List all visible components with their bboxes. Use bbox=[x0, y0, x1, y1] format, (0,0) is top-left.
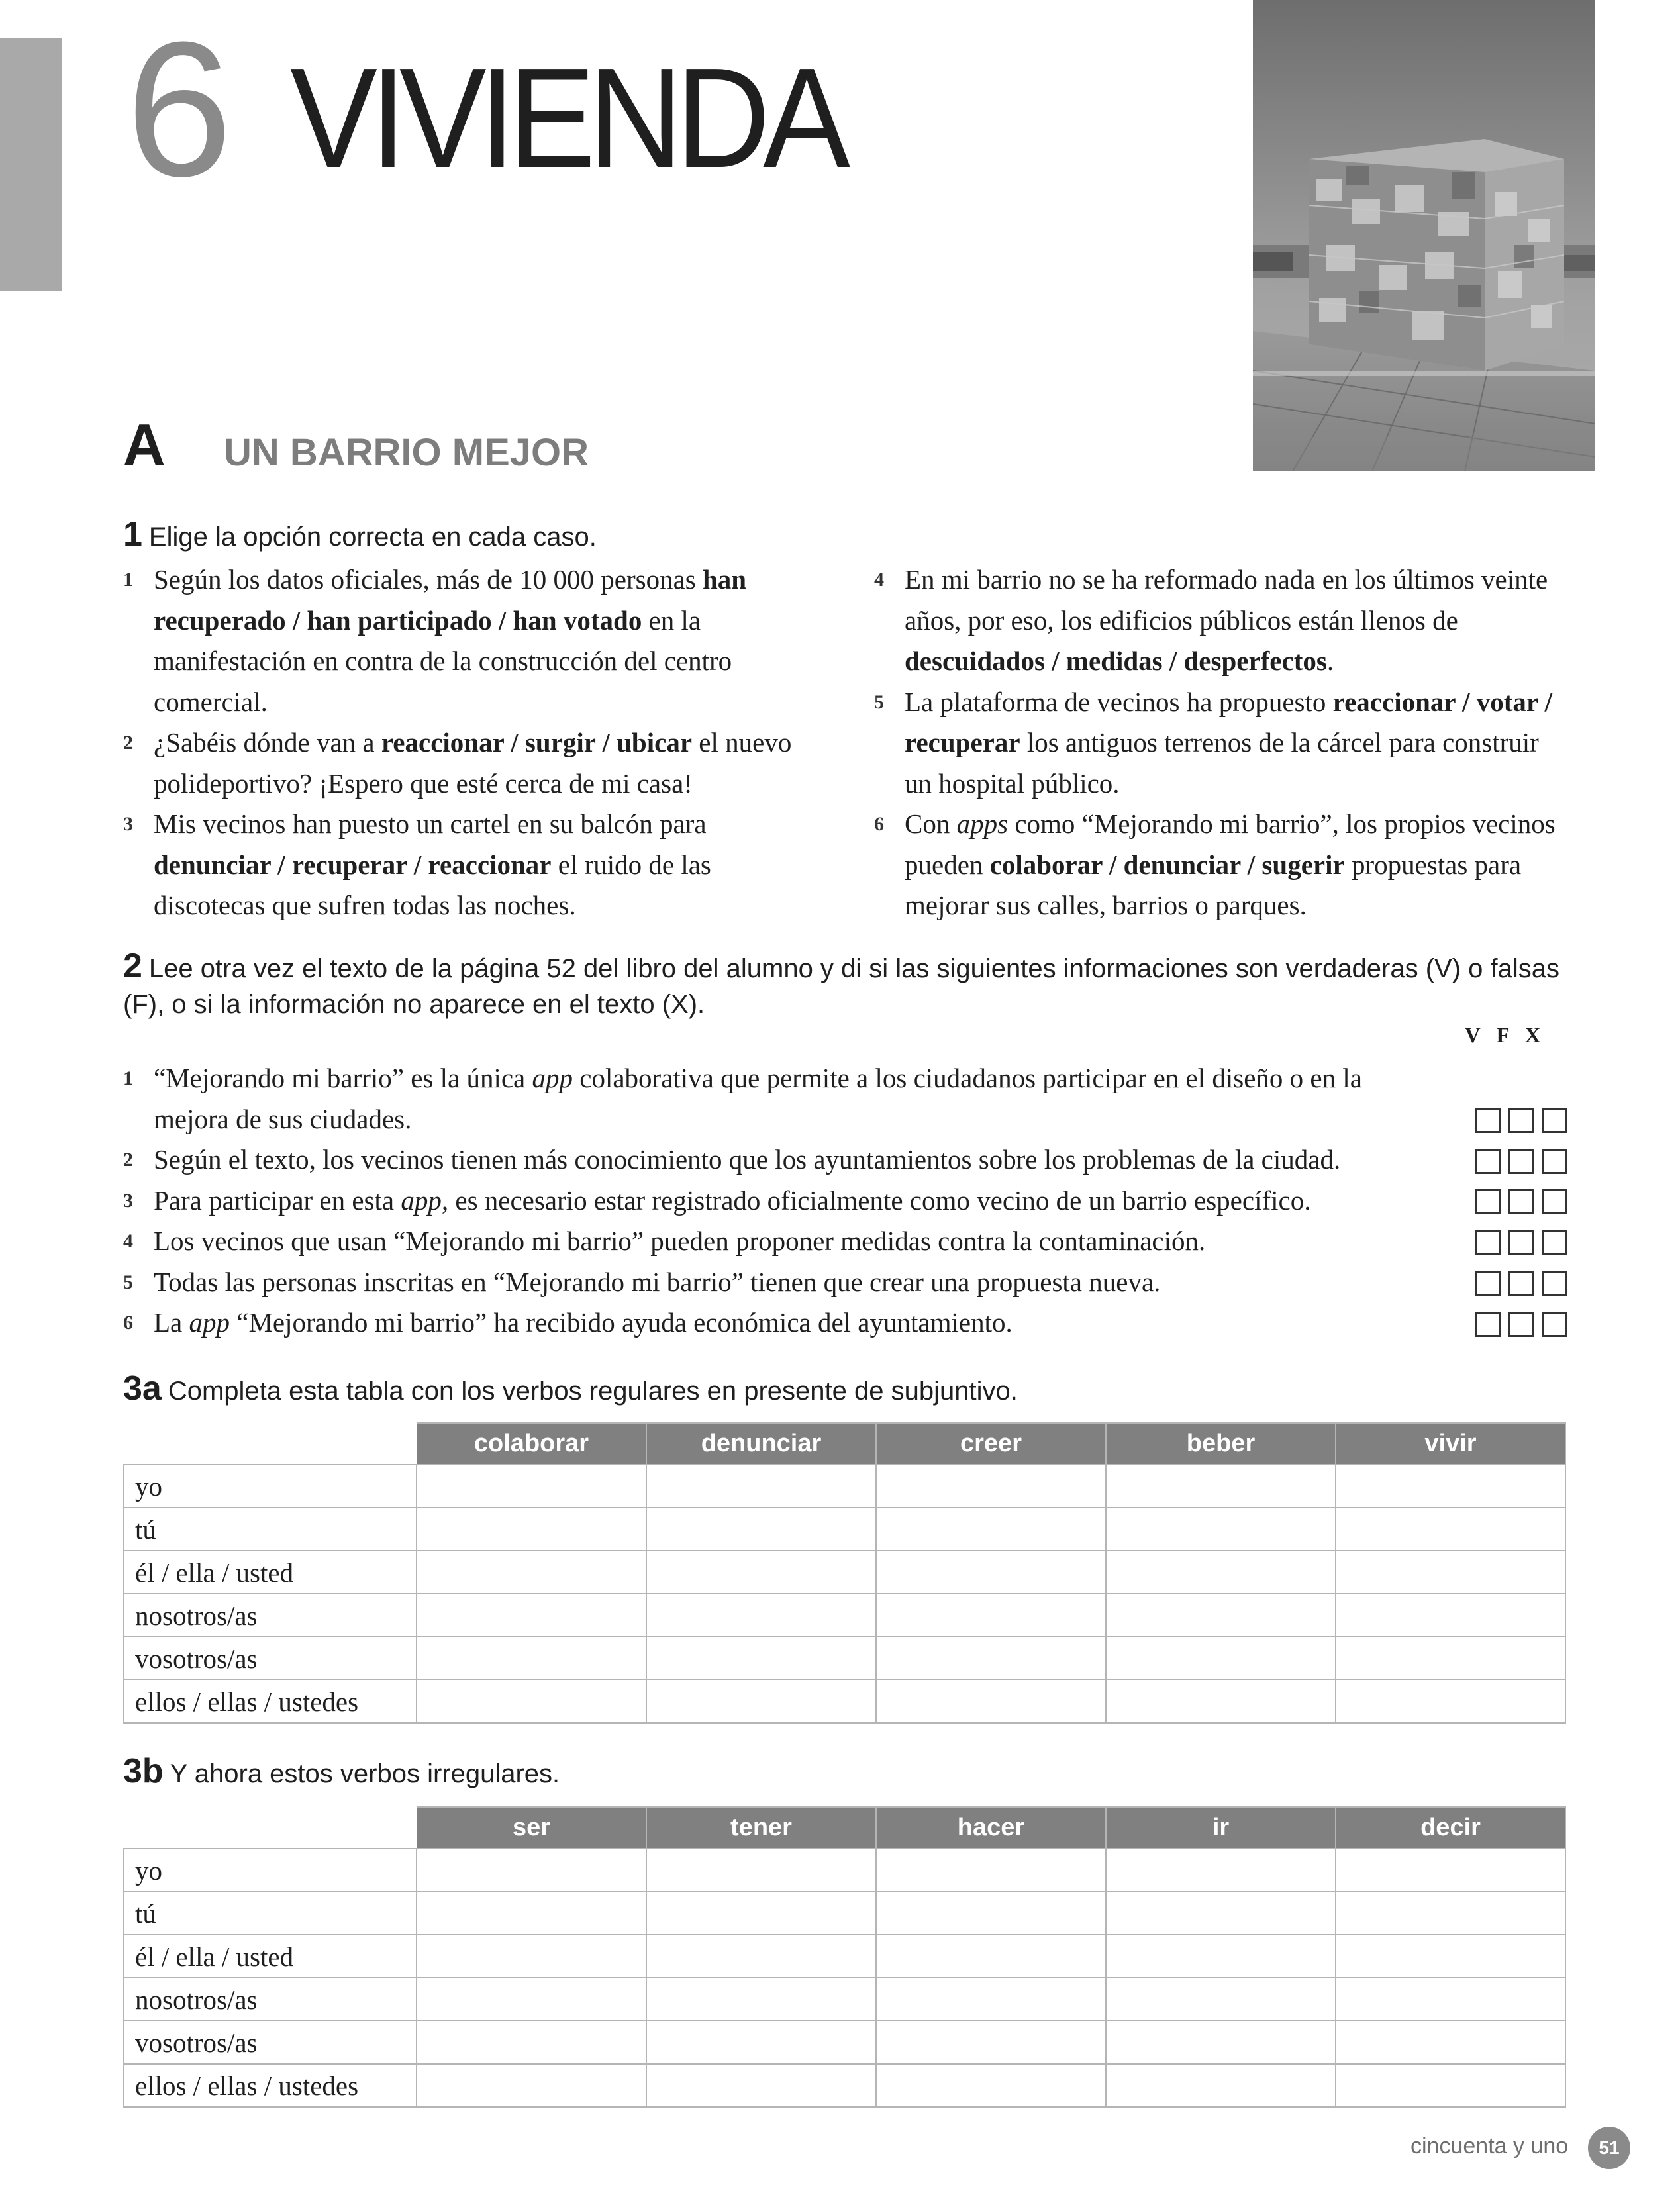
answer-cell[interactable] bbox=[1106, 1849, 1336, 1892]
exercise-number: 1 bbox=[123, 515, 142, 554]
list-item: 5 La plataforma de vecinos ha propuesto reaccionar / votar / recuperar los antiguos terrenos de la cárcel para construir un hospital público. bbox=[874, 686, 1552, 799]
checkbox-f[interactable] bbox=[1508, 1189, 1534, 1214]
answer-cell[interactable] bbox=[417, 1892, 646, 1935]
table-row bbox=[124, 1465, 1565, 1508]
table-row bbox=[124, 1551, 1565, 1594]
answer-cell[interactable] bbox=[1336, 1637, 1565, 1680]
answer-cell[interactable] bbox=[1106, 1465, 1336, 1508]
answer-cell[interactable] bbox=[1106, 1892, 1336, 1935]
column-header: colaborar bbox=[417, 1423, 646, 1465]
vfx-column-headers: V F X bbox=[1465, 1024, 1541, 1047]
checkbox-v[interactable] bbox=[1475, 1271, 1501, 1296]
answer-cell[interactable] bbox=[876, 2064, 1106, 2107]
table-row bbox=[124, 2021, 1565, 2064]
answer-cell[interactable] bbox=[1336, 1892, 1565, 1935]
answer-cell[interactable] bbox=[417, 1508, 646, 1551]
list-item: 4 Los vecinos que usan “Mejorando mi barrio” pueden proponer medidas contra la contaminación. bbox=[123, 1221, 1567, 1262]
page-number-badge: 51 bbox=[1588, 2127, 1630, 2169]
answer-cell[interactable] bbox=[646, 1465, 876, 1508]
answer-cell[interactable] bbox=[1106, 1508, 1336, 1551]
answer-cell[interactable] bbox=[1336, 1680, 1565, 1723]
answer-cell[interactable] bbox=[417, 1680, 646, 1723]
table-row bbox=[124, 1508, 1565, 1551]
chapter-number: 6 bbox=[126, 2, 230, 217]
pronoun-cell: nosotros/as bbox=[124, 1978, 417, 2021]
building-photo bbox=[1253, 0, 1595, 471]
answer-cell[interactable] bbox=[417, 2021, 646, 2064]
pronoun-cell: él / ella / usted bbox=[124, 1551, 417, 1594]
answer-cell[interactable] bbox=[1106, 2064, 1336, 2107]
list-item: 2 ¿Sabéis dónde van a reaccionar / surgir / ubicar el nuevo polideportivo? ¡Espero que esté cerca de mi casa! bbox=[123, 727, 792, 799]
answer-cell[interactable] bbox=[417, 2064, 646, 2107]
table-header-row bbox=[124, 1423, 1565, 1465]
checkbox-x[interactable] bbox=[1542, 1312, 1567, 1337]
answer-cell[interactable] bbox=[1106, 1680, 1336, 1723]
table-row bbox=[124, 1594, 1565, 1637]
list-item: 2 Según el texto, los vecinos tienen más conocimiento que los ayuntamientos sobre los problemas de la ciudad. bbox=[123, 1140, 1567, 1181]
pronoun-cell: vosotros/as bbox=[124, 1637, 417, 1680]
pronoun-cell: ellos / ellas / ustedes bbox=[124, 2064, 417, 2107]
pronoun-cell: yo bbox=[124, 1465, 417, 1508]
answer-cell[interactable] bbox=[646, 1892, 876, 1935]
answer-cell[interactable] bbox=[417, 1849, 646, 1892]
list-item: 3 Para participar en esta app, es necesario estar registrado oficialmente como vecino de un barrio específico. bbox=[123, 1181, 1567, 1222]
answer-cell[interactable] bbox=[1106, 1978, 1336, 2021]
checkbox-x[interactable] bbox=[1542, 1108, 1567, 1133]
list-item: 4 En mi barrio no se ha reformado nada en los últimos veinte años, por eso, los edificios públicos están llenos de descuidados / medidas / desperfectos. bbox=[874, 564, 1548, 676]
answer-cell[interactable] bbox=[646, 1594, 876, 1637]
table-row bbox=[124, 1637, 1565, 1680]
answer-cell[interactable] bbox=[646, 1551, 876, 1594]
answer-cell[interactable] bbox=[1336, 2021, 1565, 2064]
list-item: 1 Según los datos oficiales, más de 10 000 personas han recuperado / han participado / han votado en la manifestación en contra de la construcción del centro comercial. bbox=[123, 564, 747, 717]
answer-cell[interactable] bbox=[876, 1551, 1106, 1594]
answer-cell[interactable] bbox=[876, 2021, 1106, 2064]
table-row bbox=[124, 1978, 1565, 2021]
exercise-number: 2 bbox=[123, 947, 142, 985]
column-header: ir bbox=[1106, 1807, 1336, 1849]
pronoun-cell: tú bbox=[124, 1508, 417, 1551]
answer-cell[interactable] bbox=[1106, 1637, 1336, 1680]
answer-cell[interactable] bbox=[646, 1935, 876, 1978]
regular-verbs-table bbox=[123, 1422, 1566, 1724]
exercise-1-right-column bbox=[874, 559, 1569, 926]
table-row bbox=[124, 1680, 1565, 1723]
exercise-number: 3b bbox=[123, 1752, 164, 1790]
answer-cell[interactable] bbox=[417, 1935, 646, 1978]
list-item: 1 “Mejorando mi barrio” es la única app colaborativa que permite a los ciudadanos participar en el diseño o en la mejora de sus ciudades. bbox=[123, 1058, 1567, 1140]
list-item: 3 Mis vecinos han puesto un cartel en su balcón para denunciar / recuperar / reaccionar el ruido de las discotecas que sufren todas las noches. bbox=[123, 808, 711, 920]
answer-cell[interactable] bbox=[646, 1978, 876, 2021]
answer-cell[interactable] bbox=[876, 1978, 1106, 2021]
column-header: hacer bbox=[876, 1807, 1106, 1849]
page-number-words: cincuenta y uno bbox=[1410, 2133, 1569, 2159]
checkbox-v[interactable] bbox=[1475, 1230, 1501, 1255]
checkbox-x[interactable] bbox=[1542, 1189, 1567, 1214]
pronoun-cell: nosotros/as bbox=[124, 1594, 417, 1637]
checkbox-f[interactable] bbox=[1508, 1230, 1534, 1255]
answer-cell[interactable] bbox=[1336, 1978, 1565, 2021]
exercise-3b-instruction: 3b Y ahora estos verbos irregulares. bbox=[123, 1752, 560, 1790]
answer-cell[interactable] bbox=[876, 1594, 1106, 1637]
pronoun-cell: él / ella / usted bbox=[124, 1935, 417, 1978]
answer-cell[interactable] bbox=[646, 1680, 876, 1723]
checkbox-f[interactable] bbox=[1508, 1108, 1534, 1133]
pronoun-cell: yo bbox=[124, 1849, 417, 1892]
answer-cell[interactable] bbox=[417, 1637, 646, 1680]
exercise-1-instruction: 1 Elige la opción correcta en cada caso. bbox=[123, 515, 597, 554]
checkbox-v[interactable] bbox=[1475, 1149, 1501, 1174]
answer-cell[interactable] bbox=[1106, 2021, 1336, 2064]
column-header: beber bbox=[1106, 1423, 1336, 1465]
answer-cell[interactable] bbox=[646, 1508, 876, 1551]
answer-cell[interactable] bbox=[876, 1465, 1106, 1508]
answer-cell[interactable] bbox=[876, 1849, 1106, 1892]
list-item: 6 La app “Mejorando mi barrio” ha recibido ayuda económica del ayuntamiento. bbox=[123, 1302, 1567, 1343]
checkbox-x[interactable] bbox=[1542, 1149, 1567, 1174]
answer-cell[interactable] bbox=[876, 1680, 1106, 1723]
pronoun-cell: ellos / ellas / ustedes bbox=[124, 1680, 417, 1723]
chapter-title: VIVIENDA bbox=[290, 38, 844, 197]
answer-cell[interactable] bbox=[1336, 2064, 1565, 2107]
column-header: tener bbox=[646, 1807, 876, 1849]
answer-cell[interactable] bbox=[1106, 1551, 1336, 1594]
pronoun-cell: tú bbox=[124, 1892, 417, 1935]
answer-cell[interactable] bbox=[417, 1551, 646, 1594]
exercise-1-left-column bbox=[123, 559, 825, 926]
answer-cell[interactable] bbox=[417, 1465, 646, 1508]
table-row bbox=[124, 1935, 1565, 1978]
answer-cell[interactable] bbox=[876, 1637, 1106, 1680]
section-title: UN BARRIO MEJOR bbox=[224, 431, 589, 474]
table-row bbox=[124, 2064, 1565, 2107]
checkbox-v[interactable] bbox=[1475, 1108, 1501, 1133]
answer-cell[interactable] bbox=[876, 1892, 1106, 1935]
list-item: 6 Con apps como “Mejorando mi barrio”, los propios vecinos pueden colaborar / denunciar / sugerir propuestas para mejorar sus calles, barrios o parques. bbox=[874, 808, 1556, 920]
answer-cell[interactable] bbox=[1106, 1594, 1336, 1637]
answer-cell[interactable] bbox=[646, 2064, 876, 2107]
answer-cell[interactable] bbox=[1336, 1849, 1565, 1892]
checkbox-x[interactable] bbox=[1542, 1271, 1567, 1296]
column-header: decir bbox=[1336, 1807, 1565, 1849]
checkbox-v[interactable] bbox=[1475, 1312, 1501, 1337]
answer-cell[interactable] bbox=[1336, 1551, 1565, 1594]
pronoun-cell: vosotros/as bbox=[124, 2021, 417, 2064]
section-letter: A bbox=[123, 412, 166, 477]
column-header: vivir bbox=[1336, 1423, 1565, 1465]
answer-cell[interactable] bbox=[646, 1637, 876, 1680]
answer-cell[interactable] bbox=[1336, 1508, 1565, 1551]
answer-cell[interactable] bbox=[417, 1594, 646, 1637]
answer-cell[interactable] bbox=[1106, 1935, 1336, 1978]
exercise-2-instruction: 2 Lee otra vez el texto de la página 52 del libro del alumno y di si las siguientes informaciones son verdaderas (V) o falsas (F), o si la información no aparece en el texto (X). bbox=[123, 947, 1559, 1019]
column-header: creer bbox=[876, 1423, 1106, 1465]
exercise-number: 3a bbox=[123, 1369, 162, 1408]
table-row bbox=[124, 1849, 1565, 1892]
true-false-list bbox=[123, 1058, 1567, 1343]
answer-cell[interactable] bbox=[1336, 1935, 1565, 1978]
table-row bbox=[124, 1892, 1565, 1935]
table-header-row bbox=[124, 1807, 1565, 1849]
checkbox-x[interactable] bbox=[1542, 1230, 1567, 1255]
list-item: 5 Todas las personas inscritas en “Mejorando mi barrio” tienen que crear una propuesta nueva. bbox=[123, 1262, 1567, 1303]
checkbox-f[interactable] bbox=[1508, 1149, 1534, 1174]
irregular-verbs-table bbox=[123, 1806, 1566, 2108]
answer-cell[interactable] bbox=[646, 1849, 876, 1892]
answer-cell[interactable] bbox=[417, 1978, 646, 2021]
checkbox-f[interactable] bbox=[1508, 1271, 1534, 1296]
answer-cell[interactable] bbox=[646, 2021, 876, 2064]
answer-cell[interactable] bbox=[1336, 1465, 1565, 1508]
checkbox-f[interactable] bbox=[1508, 1312, 1534, 1337]
answer-cell[interactable] bbox=[876, 1935, 1106, 1978]
checkbox-v[interactable] bbox=[1475, 1189, 1501, 1214]
chapter-side-tab bbox=[0, 38, 62, 291]
exercise-3a-instruction: 3a Completa esta tabla con los verbos regulares en presente de subjuntivo. bbox=[123, 1369, 1018, 1408]
column-header: ser bbox=[417, 1807, 646, 1849]
answer-cell[interactable] bbox=[876, 1508, 1106, 1551]
answer-cell[interactable] bbox=[1336, 1594, 1565, 1637]
column-header: denunciar bbox=[646, 1423, 876, 1465]
